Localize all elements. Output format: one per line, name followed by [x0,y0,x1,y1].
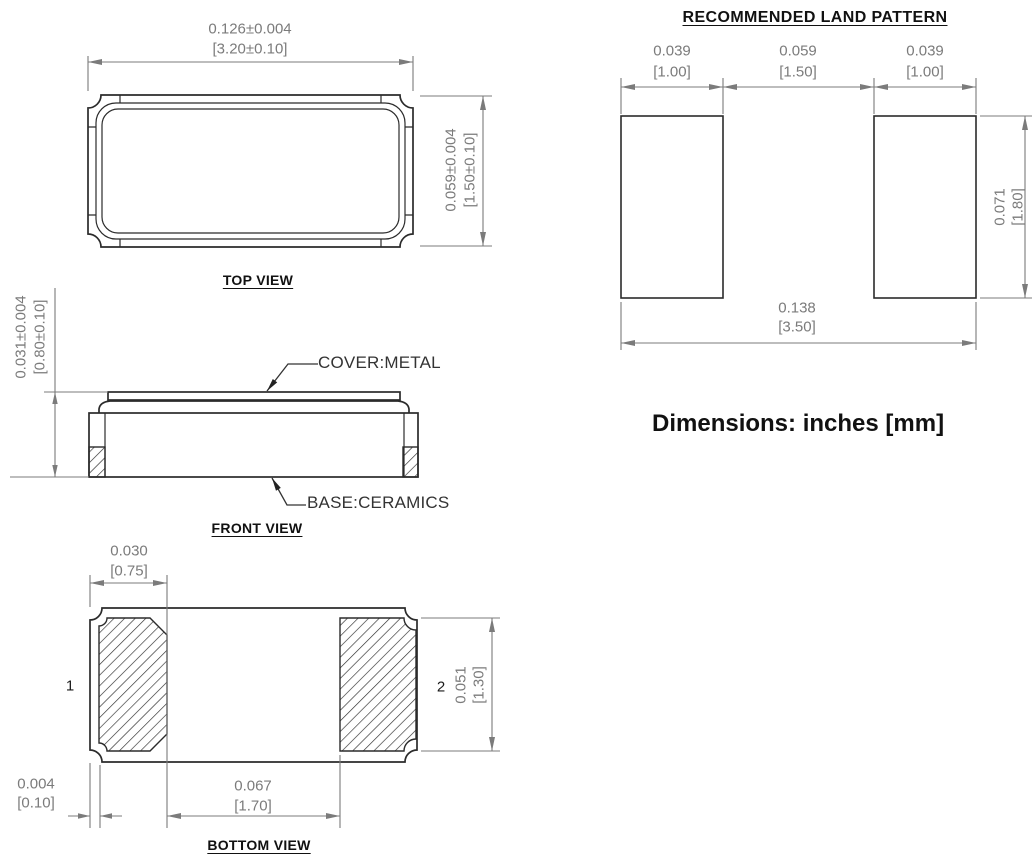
front-view-drawing [10,288,418,505]
land-pad-height-mm: [1.80] [1009,188,1027,226]
top-width-mm: [3.20±0.10] [212,40,288,58]
pin-1-label: 1 [65,677,75,695]
bottom-pad-width-inches: 0.030 [110,542,148,560]
top-height-inches: 0.059±0.004 [442,128,460,212]
top-width-inches: 0.126±0.004 [208,20,292,38]
top-view-label: TOP VIEW [222,272,294,288]
bottom-pad-gap-inches: 0.067 [234,777,272,795]
front-view-label: FRONT VIEW [211,520,303,536]
land-pad-right-width-inches: 0.039 [906,42,944,60]
top-height-mm: [1.50±0.10] [461,132,479,208]
base-material-callout: BASE:CERAMICS [307,493,450,512]
bottom-view-label: BOTTOM VIEW [207,837,311,853]
land-pad-right-width-mm: [1.00] [906,63,944,81]
land-pad-height-inches: 0.071 [991,188,1009,226]
land-pattern-title: RECOMMENDED LAND PATTERN [682,9,948,26]
front-thickness-mm: [0.80±0.10] [31,299,49,375]
land-gap-inches: 0.059 [779,42,817,60]
bottom-pad-height-mm: [1.30] [470,666,488,704]
land-gap-mm: [1.50] [779,63,817,81]
front-thickness-inches: 0.031±0.004 [12,295,30,379]
bottom-edge-margin-inches: 0.004 [17,775,55,793]
land-total-width-inches: 0.138 [778,299,816,317]
bottom-view-drawing [65,575,500,828]
bottom-edge-margin-mm: [0.10] [17,794,55,812]
land-pattern-drawing [621,78,1032,350]
dimensions-units-note: Dimensions: inches [mm] [652,410,945,437]
pin-2-label: 2 [436,678,446,696]
top-view-drawing [88,56,492,247]
land-pad-left-width-inches: 0.039 [653,42,691,60]
bottom-pad-height-inches: 0.051 [452,666,470,704]
land-total-width-mm: [3.50] [778,318,816,336]
bottom-pad-gap-mm: [1.70] [234,797,272,815]
land-pad-left-width-mm: [1.00] [653,63,691,81]
bottom-pad-width-mm: [0.75] [110,562,148,580]
cover-material-callout: COVER:METAL [318,353,441,372]
